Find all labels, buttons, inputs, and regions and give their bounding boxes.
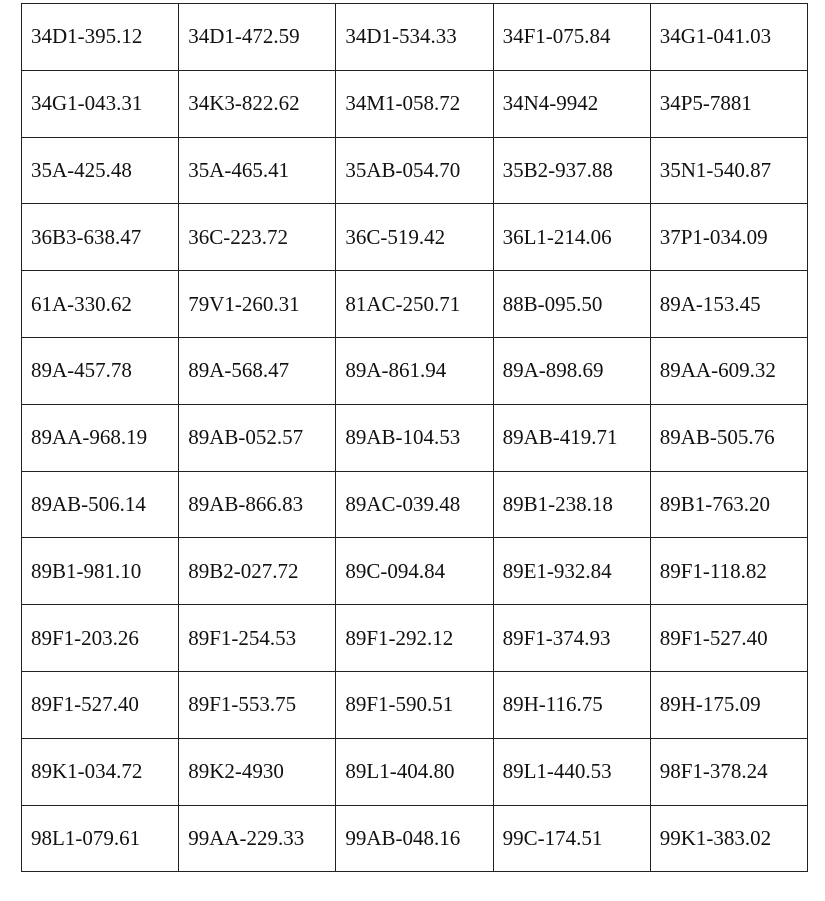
- table-cell: 89F1-527.40: [650, 605, 807, 672]
- table-cell: 89AB-506.14: [22, 471, 179, 538]
- table-cell: 35AB-054.70: [336, 137, 493, 204]
- table-cell: 89AB-052.57: [179, 404, 336, 471]
- table-row: [22, 538, 808, 605]
- table-cell: 99AA-229.33: [179, 805, 336, 872]
- table-cell: 89F1-374.93: [493, 605, 650, 672]
- table-row: [22, 605, 808, 672]
- table-cell: 89AA-968.19: [22, 404, 179, 471]
- table-cell: 89A-457.78: [22, 337, 179, 404]
- table-cell: 89F1-292.12: [336, 605, 493, 672]
- table-cell: 89F1-203.26: [22, 605, 179, 672]
- table-cell: 89AC-039.48: [336, 471, 493, 538]
- table-cell: 89K2-4930: [179, 738, 336, 805]
- table-cell: 89B1-981.10: [22, 538, 179, 605]
- table-cell: 89AB-505.76: [650, 404, 807, 471]
- table-cell: 34N4-9942: [493, 70, 650, 137]
- table-row: [22, 337, 808, 404]
- table-cell: 34D1-395.12: [22, 4, 179, 71]
- table-cell: 89A-568.47: [179, 337, 336, 404]
- table-cell: 89F1-118.82: [650, 538, 807, 605]
- table-cell: 35A-465.41: [179, 137, 336, 204]
- table-cell: 89E1-932.84: [493, 538, 650, 605]
- plate-number-table: [21, 3, 808, 872]
- table-cell: 89B2-027.72: [179, 538, 336, 605]
- table-cell: 36L1-214.06: [493, 204, 650, 271]
- table-cell: 89C-094.84: [336, 538, 493, 605]
- table-cell: 61A-330.62: [22, 271, 179, 338]
- table-cell: 34D1-472.59: [179, 4, 336, 71]
- table-cell: 89L1-404.80: [336, 738, 493, 805]
- table-cell: 89F1-553.75: [179, 671, 336, 738]
- table-cell: 36C-519.42: [336, 204, 493, 271]
- table-cell: 89B1-238.18: [493, 471, 650, 538]
- table-row: [22, 471, 808, 538]
- table-cell: 99C-174.51: [493, 805, 650, 872]
- table-cell: 35A-425.48: [22, 137, 179, 204]
- table-row: [22, 204, 808, 271]
- table-cell: 89A-861.94: [336, 337, 493, 404]
- table-row: [22, 738, 808, 805]
- table-cell: 34D1-534.33: [336, 4, 493, 71]
- table-row: [22, 137, 808, 204]
- table-cell: 35B2-937.88: [493, 137, 650, 204]
- table-cell: 36B3-638.47: [22, 204, 179, 271]
- table-cell: 89L1-440.53: [493, 738, 650, 805]
- table-cell: 35N1-540.87: [650, 137, 807, 204]
- document-page: [21, 3, 807, 872]
- table-cell: 89AB-104.53: [336, 404, 493, 471]
- table-cell: 81AC-250.71: [336, 271, 493, 338]
- table-body: [22, 4, 808, 872]
- table-cell: 89F1-590.51: [336, 671, 493, 738]
- table-cell: 34G1-043.31: [22, 70, 179, 137]
- table-cell: 88B-095.50: [493, 271, 650, 338]
- table-cell: 79V1-260.31: [179, 271, 336, 338]
- table-cell: 89K1-034.72: [22, 738, 179, 805]
- table-cell: 89B1-763.20: [650, 471, 807, 538]
- table-row: [22, 70, 808, 137]
- table-cell: 99AB-048.16: [336, 805, 493, 872]
- table-row: [22, 805, 808, 872]
- table-cell: 89AB-866.83: [179, 471, 336, 538]
- table-row: [22, 271, 808, 338]
- table-cell: 37P1-034.09: [650, 204, 807, 271]
- table-cell: 34F1-075.84: [493, 4, 650, 71]
- table-cell: 98F1-378.24: [650, 738, 807, 805]
- table-cell: 34M1-058.72: [336, 70, 493, 137]
- table-cell: 89F1-527.40: [22, 671, 179, 738]
- table-cell: 89A-898.69: [493, 337, 650, 404]
- table-cell: 34K3-822.62: [179, 70, 336, 137]
- table-row: [22, 4, 808, 71]
- table-cell: 34G1-041.03: [650, 4, 807, 71]
- table-cell: 89A-153.45: [650, 271, 807, 338]
- table-cell: 89H-116.75: [493, 671, 650, 738]
- table-cell: 36C-223.72: [179, 204, 336, 271]
- table-cell: 89AB-419.71: [493, 404, 650, 471]
- table-cell: 89H-175.09: [650, 671, 807, 738]
- table-cell: 34P5-7881: [650, 70, 807, 137]
- table-row: [22, 404, 808, 471]
- table-cell: 89AA-609.32: [650, 337, 807, 404]
- table-cell: 89F1-254.53: [179, 605, 336, 672]
- table-cell: 99K1-383.02: [650, 805, 807, 872]
- table-row: [22, 671, 808, 738]
- table-cell: 98L1-079.61: [22, 805, 179, 872]
